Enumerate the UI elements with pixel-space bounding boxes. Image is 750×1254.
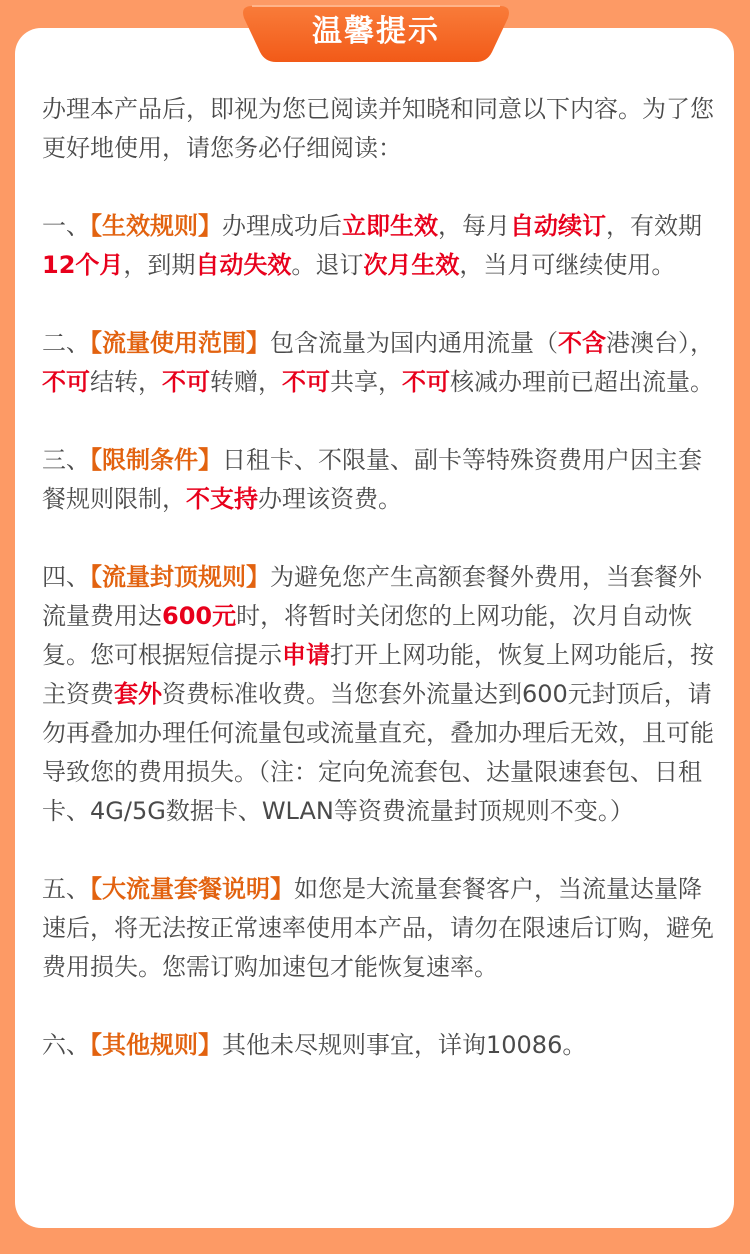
rule-highlight: 自动失效 [195, 251, 292, 279]
rule-text: 包含流量为国内通用流量（ [270, 329, 558, 357]
rule-number: 一、 [42, 212, 90, 240]
rule-text: 日租卡、不限量、副卡等特殊资费用户因主套餐规则限制， [42, 446, 702, 513]
rule-text: 转赠， [210, 368, 282, 396]
rule-text: 办理成功后 [222, 212, 342, 240]
rule-number: 三、 [42, 446, 90, 474]
rule-title: 【生效规则】 [90, 212, 222, 240]
rule-text: 资费标准收费。当您套外流量达到600元封顶后，请勿再叠加办理任何流量包或流量直充，叠加办理后无效，且可能导致您的费用损失。（注：定向免流套包、达量限速套包、日租卡、4G/5G数据卡、WLAN等资费流量封顶规则不变。） [42, 680, 714, 825]
rule-number: 二、 [42, 329, 90, 357]
rule-highlight: 12个月 [42, 251, 124, 279]
rule-paragraph [42, 870, 714, 987]
rule-highlight: 立即生效 [342, 212, 438, 240]
rule-title: 【大流量套餐说明】 [90, 875, 294, 903]
notice-content [42, 90, 714, 1104]
rule-number: 四、 [42, 563, 90, 591]
rule-text: 核减办理前已超出流量。 [450, 368, 714, 396]
rule-paragraph [42, 1026, 714, 1065]
rule-highlight: 申请 [282, 641, 330, 669]
rule-highlight: 套外 [114, 680, 162, 708]
rule-title: 【流量使用范围】 [90, 329, 270, 357]
rule-text: 。退订 [291, 251, 364, 279]
rule-paragraph [42, 558, 714, 831]
rule-number: 五、 [42, 875, 90, 903]
rule-highlight: 600元 [162, 602, 237, 630]
rule-text: 如您是大流量套餐客户，当流量达量降速后，将无法按正常速率使用本产品，请勿在限速后订购，避免费用损失。您需订购加速包才能恢复速率。 [42, 875, 714, 981]
rule-title: 【其他规则】 [90, 1031, 222, 1059]
page-title: 温馨提示 [312, 14, 440, 49]
rule-text: ，到期 [123, 251, 196, 279]
rule-paragraph [42, 324, 714, 402]
rule-title: 【流量封顶规则】 [90, 563, 270, 591]
rule-highlight: 不支持 [186, 485, 258, 513]
rule-text: 其他未尽规则事宜，详询10086。 [222, 1031, 587, 1059]
rule-highlight: 不可 [402, 368, 450, 396]
rule-paragraph [42, 207, 714, 285]
rule-text: 时，将暂时关闭您的上网功能，次月自动恢复。您可根据短信提示 [42, 602, 693, 669]
header-tab [230, 0, 522, 64]
rule-title: 【限制条件】 [90, 446, 222, 474]
rule-text: ，每月 [438, 212, 510, 240]
rule-text: 办理该资费。 [258, 485, 402, 513]
rule-highlight: 不含 [558, 329, 606, 357]
rule-text: 共享， [330, 368, 402, 396]
rule-text: 港澳台）， [606, 329, 714, 357]
rule-highlight: 不可 [42, 368, 90, 396]
intro-text: 办理本产品后，即视为您已阅读并知晓和同意以下内容。为了您更好地使用，请您务必仔细阅读： [42, 95, 714, 162]
rule-paragraph [42, 441, 714, 519]
rule-text: ，有效期 [606, 212, 702, 240]
rule-text: 结转， [90, 368, 162, 396]
rule-highlight: 自动续订 [510, 212, 606, 240]
rule-number: 六、 [42, 1031, 90, 1059]
rule-highlight: 不可 [162, 368, 210, 396]
rule-text: 打开上网功能，恢复上网功能后，按主资费 [42, 641, 714, 708]
rule-text: 为避免您产生高额套餐外费用，当套餐外流量费用达 [42, 563, 702, 630]
rule-text: ，当月可继续使用。 [459, 251, 676, 279]
rule-highlight: 不可 [282, 368, 330, 396]
rule-highlight: 次月生效 [363, 251, 460, 279]
